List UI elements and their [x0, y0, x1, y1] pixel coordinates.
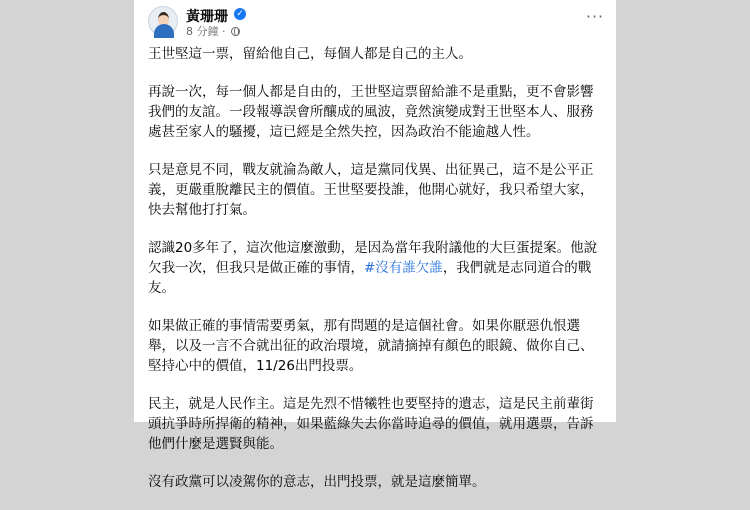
paragraph-1: 王世堅這一票，留給他自己，每個人都是自己的主人。: [148, 46, 472, 62]
paragraph-3: 只是意見不同，戰友就淪為敵人，這是黨同伐異、出征異己，這不是公平正義，更嚴重脫離民主的價值。王世堅要投誰，他開心就好，我只希望大家，快去幫他打打氣。: [148, 162, 594, 218]
post-body: [148, 44, 606, 510]
paragraph-4-end: ，我們就是志同道合的戰友。: [148, 260, 592, 296]
paragraph-6: 民主，就是人民作主。這是先烈不惜犧牲也要堅持的遺志，這是民主前輩街頭抗爭時所捍衛的精神，如果藍綠失去你當時追尋的價值，就用選票，告訴他們什麼是選賢與能。: [148, 396, 594, 452]
paragraph-4: [148, 238, 606, 298]
paragraph-2: 再說一次，每一個人都是自由的，王世堅這票留給誰不是重點，更不會影響我們的友誼。一段報導誤會所釀成的風波，竟然演變成對王世堅本人、服務處甚至家人的騷擾，這已經是全然失控，因為政治不能逾越人性。: [148, 84, 594, 140]
avatar-body-icon: [154, 24, 174, 38]
verified-badge-icon: ✓: [234, 8, 246, 20]
hashtag-link[interactable]: #沒有誰欠誰: [364, 260, 443, 276]
paragraph-5: 如果做正確的事情需要勇氣，那有問題的是這個社會。如果你厭惡仇恨選舉，以及一言不合就出征的政治環境，就請摘掉有顏色的眼鏡、做你自己、堅持心中的價值，11/26出門投票。: [148, 318, 594, 374]
avatar[interactable]: [148, 6, 178, 36]
post-meta: 8 分鐘 ·: [186, 23, 240, 39]
paragraph-4-start: 認識20多年了，這次他這麼激動，是因為當年我附議他的大巨蛋提案。他說欠我一次，但我只是做正確的事情，: [148, 240, 598, 276]
more-options-button[interactable]: ···: [585, 7, 605, 26]
facebook-post: [134, 0, 616, 490]
post-time[interactable]: 8 分鐘: [186, 25, 219, 38]
paragraph-7: 沒有政黨可以凌駕你的意志，出門投票，就是這麼簡單。: [148, 474, 486, 490]
post-header: [148, 6, 608, 36]
author-name[interactable]: 黃珊珊: [186, 9, 228, 25]
globe-icon: [231, 27, 240, 36]
